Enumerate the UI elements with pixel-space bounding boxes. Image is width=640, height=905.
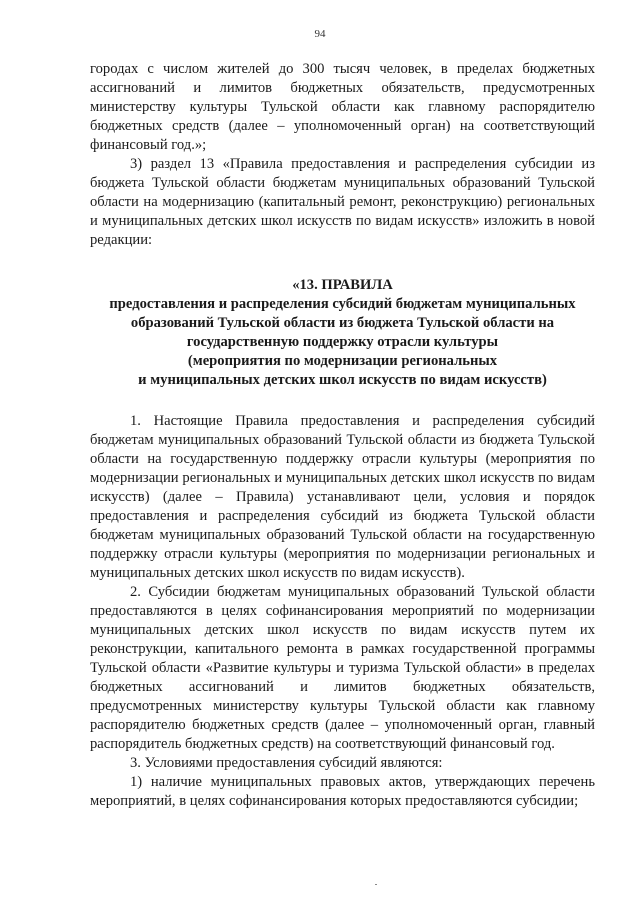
heading-line: и муниципальных детских школ искусств по видам искусств)	[138, 372, 547, 388]
heading-title: «13. ПРАВИЛА	[292, 277, 393, 293]
heading-line: образований Тульской области из бюджета Тульской области на	[130, 315, 555, 331]
paragraph-rule-2: 2. Субсидии бюджетам муниципальных образований Тульской области предоставляются в целях софинансирования мероприятий по модернизации муниципальных детских школ искусств по видам искусств путем их реконструкции, капитального ремонта в рамках государственной программы Тульской области «Развитие культуры и туризма Тульской области» в пределах бюджетных ассигнований и лимитов бюджетных обязательств, предусмотренных министерству культуры Тульской области как главному распорядителю бюджетных средств (далее – уполномоченный орган, главный распорядитель бюджетных средств) на соответствующий финансовый год.	[90, 584, 595, 752]
section-heading	[90, 276, 595, 390]
heading-line: (мероприятия по модернизации региональных	[187, 353, 498, 369]
scan-mark	[375, 884, 377, 885]
paragraph-amendment: 3) раздел 13 «Правила предоставления и распределения субсидии из бюджета Тульской области бюджетам муниципальных образований Тульской области на модернизацию (капитальный ремонт, реконструкцию) региональных и муниципальных детских школ искусств по видам искусств» изложить в новой редакции:	[90, 156, 595, 248]
paragraph-continuation: городах с числом жителей до 300 тысяч человек, в пределах бюджетных ассигнований и лимитов бюджетных обязательств, предусмотренных министерству культуры Тульской области как главному распорядителю бюджетных средств (далее – уполномоченный орган) на соответствующий финансовый год.»;	[90, 61, 595, 153]
paragraph-rule-1: 1. Настоящие Правила предоставления и распределения субсидий бюджетам муниципальных образований Тульской области из бюджета Тульской области на государственную поддержку отрасли культуры (мероприятия по модернизации региональных и муниципальных детских школ искусств по видам искусств) (далее – Правила) устанавливают цели, условия и порядок предоставления и распределения субсидий из бюджета Тульской области бюджетам муниципальных образований Тульской области на государственную поддержку отрасли культуры (мероприятия по модернизации региональных и муниципальных детских школ искусств по видам искусств).	[90, 413, 595, 581]
heading-line: предоставления и распределения субсидий бюджетам муниципальных	[109, 296, 576, 312]
document-body	[90, 60, 595, 811]
paragraph-rule-3: 3. Условиями предоставления субсидий являются:	[130, 755, 443, 771]
heading-line: государственную поддержку отрасли культуры	[186, 334, 499, 350]
page-number: 94	[314, 28, 326, 40]
paragraph-rule-3-item-1: 1) наличие муниципальных правовых актов, утверждающих перечень мероприятий, в целях софинансирования которых предоставляются субсидии;	[90, 774, 595, 809]
